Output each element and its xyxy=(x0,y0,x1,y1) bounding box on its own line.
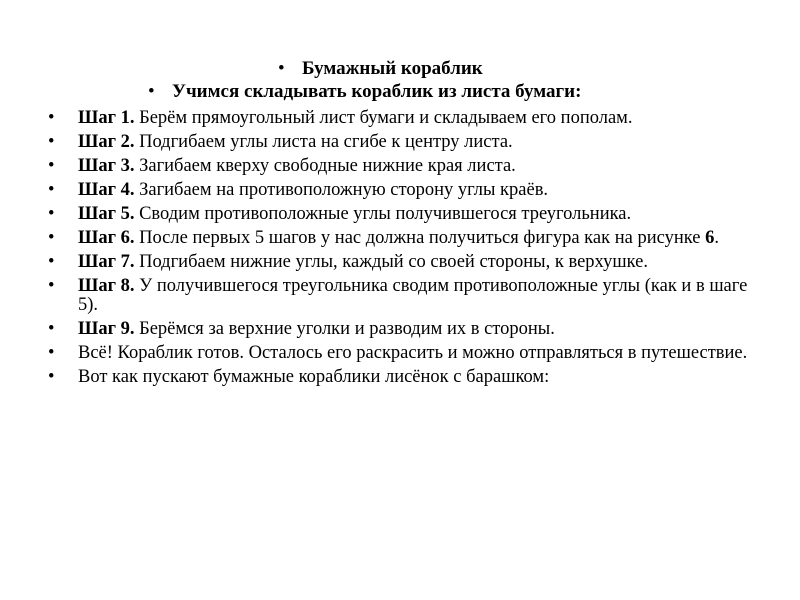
figure-number: 6 xyxy=(705,228,715,248)
step-text: Сводим противоположные углы получившегося треугольника. xyxy=(134,204,632,224)
step-label: Шаг 4. xyxy=(78,180,135,200)
bullet-icon: • xyxy=(48,319,55,339)
step-text: Берём прямоугольный лист бумаги и складываем его пополам. xyxy=(134,108,633,128)
bullet-icon: • xyxy=(48,367,55,387)
list-item-step-8 xyxy=(48,277,768,315)
bullet-icon: • xyxy=(48,108,55,128)
step-label: Шаг 2. xyxy=(78,132,135,152)
bullet-icon: • xyxy=(278,58,285,79)
step-tail: . xyxy=(714,228,719,248)
list-item-done xyxy=(48,344,768,363)
bullet-icon: • xyxy=(48,132,55,152)
bullet-icon: • xyxy=(48,252,55,272)
list-item-step-5 xyxy=(48,205,768,224)
step-text: Вот как пускают бумажные кораблики лисёнок с барашком: xyxy=(78,367,550,387)
bullet-icon: • xyxy=(48,228,55,248)
step-text: Подгибаем нижние углы, каждый со своей стороны, к верхушке. xyxy=(134,252,648,272)
list-item-step-6 xyxy=(48,229,768,248)
step-label: Шаг 3. xyxy=(78,156,135,176)
bullet-icon: • xyxy=(48,276,55,296)
list-item-final xyxy=(48,368,768,387)
list-item-step-7 xyxy=(48,253,768,272)
bullet-icon: • xyxy=(48,180,55,200)
step-text: Загибаем кверху свободные нижние края листа. xyxy=(134,156,516,176)
bullet-icon: • xyxy=(48,156,55,176)
page-subtitle: Учимся складывать кораблик из листа бумаги: xyxy=(172,81,582,102)
bullet-icon: • xyxy=(48,204,55,224)
step-label: Шаг 7. xyxy=(78,252,135,272)
list-item-step-4 xyxy=(48,181,768,200)
step-text: Подгибаем углы листа на сгибе к центру листа. xyxy=(134,132,513,152)
step-label: Шаг 1. xyxy=(78,108,135,128)
step-text: Загибаем на противоположную сторону углы краёв. xyxy=(134,180,549,200)
heading-block xyxy=(0,57,800,103)
step-text: После первых 5 шагов у нас должна получиться фигура как на рисунке xyxy=(134,228,706,248)
step-text: У получившегося треугольника сводим противоположные углы (как и в шаге 5). xyxy=(78,276,748,315)
step-label: Шаг 5. xyxy=(78,204,135,224)
subtitle-line xyxy=(0,80,800,103)
bullet-icon: • xyxy=(148,81,155,102)
steps-list xyxy=(48,109,768,392)
list-item-step-9 xyxy=(48,320,768,339)
list-item-step-2 xyxy=(48,133,768,152)
step-label: Шаг 8. xyxy=(78,276,135,296)
bullet-icon: • xyxy=(48,343,55,363)
step-label: Шаг 6. xyxy=(78,228,135,248)
list-item-step-1 xyxy=(48,109,768,128)
step-label: Шаг 9. xyxy=(78,319,135,339)
title-line xyxy=(0,57,800,80)
step-text: Берёмся за верхние уголки и разводим их в стороны. xyxy=(134,319,555,339)
list-item-step-3 xyxy=(48,157,768,176)
step-text: Всё! Кораблик готов. Осталось его раскрасить и можно отправляться в путешествие. xyxy=(78,343,748,363)
page-title: Бумажный кораблик xyxy=(302,58,483,79)
